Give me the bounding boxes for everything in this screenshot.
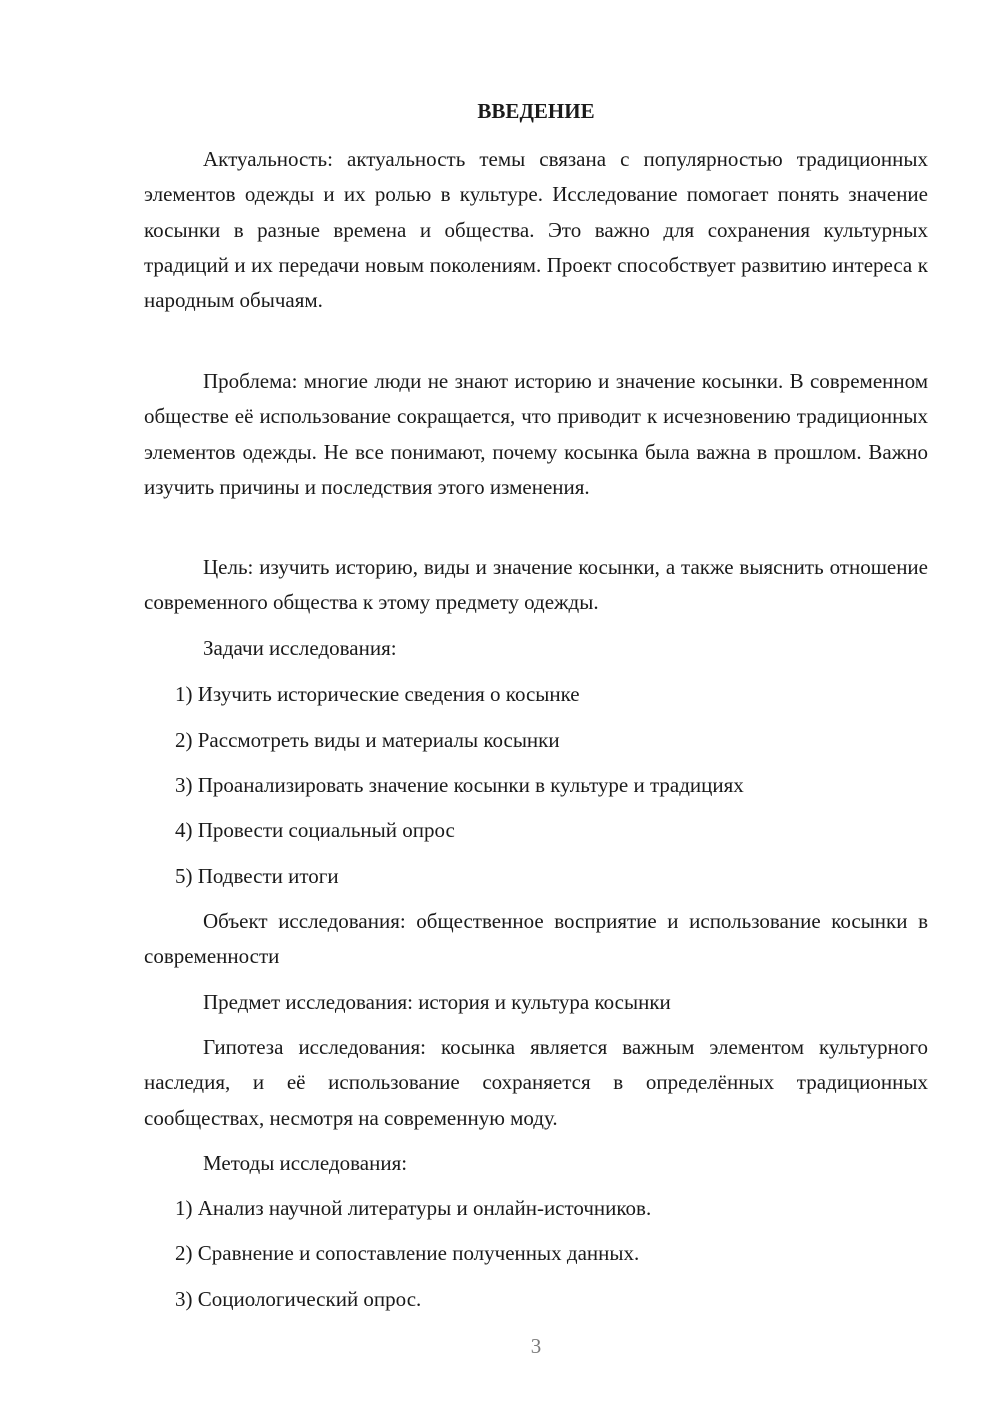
method-item: 1) Анализ научной литературы и онлайн-источников.	[175, 1196, 652, 1220]
methods-heading: Методы исследования:	[203, 1151, 408, 1175]
goal-paragraph: Цель: изучить историю, виды и значение косынки, а также выяснить отношение современного общества к этому предмету одежды.	[144, 555, 928, 615]
hypothesis-paragraph: Гипотеза исследования: косынка является важным элементом культурного наследия, и её использование сохраняется в определённых традиционных сообществах, несмотря на современную моду.	[144, 1035, 928, 1130]
object-paragraph: Объект исследования: общественное восприятие и использование косынки в современности	[144, 909, 928, 969]
document-page	[144, 0, 928, 1414]
task-item: 4) Провести социальный опрос	[175, 818, 455, 842]
relevance-paragraph: Актуальность: актуальность темы связана с популярностью традиционных элементов одежды и их ролью в культуре. Исследование помогает понять значение косынки в разные времена и общества. Это важно для сохранения культурных традиций и их передачи новым поколениям. Проект способствует развитию интереса к народным обычаям.	[144, 147, 928, 313]
subject-paragraph: Предмет исследования: история и культура косынки	[203, 990, 671, 1014]
problem-paragraph: Проблема: многие люди не знают историю и значение косынки. В современном обществе её использование сокращается, что приводит к исчезновению традиционных элементов одежды. Не все понимают, почему косынка была важна в прошлом. Важно изучить причины и последствия этого изменения.	[144, 369, 928, 499]
page-title: ВВЕДЕНИЕ	[477, 99, 595, 123]
page-number: 3	[530, 1334, 542, 1358]
task-item: 3) Проанализировать значение косынки в культуре и традициях	[175, 773, 744, 797]
task-item: 2) Рассмотреть виды и материалы косынки	[175, 728, 560, 752]
task-item: 5) Подвести итоги	[175, 864, 339, 888]
task-item: 1) Изучить исторические сведения о косынке	[175, 682, 580, 706]
method-item: 3) Социологический опрос.	[175, 1287, 422, 1311]
tasks-heading: Задачи исследования:	[203, 636, 397, 660]
method-item: 2) Сравнение и сопоставление полученных данных.	[175, 1241, 640, 1265]
